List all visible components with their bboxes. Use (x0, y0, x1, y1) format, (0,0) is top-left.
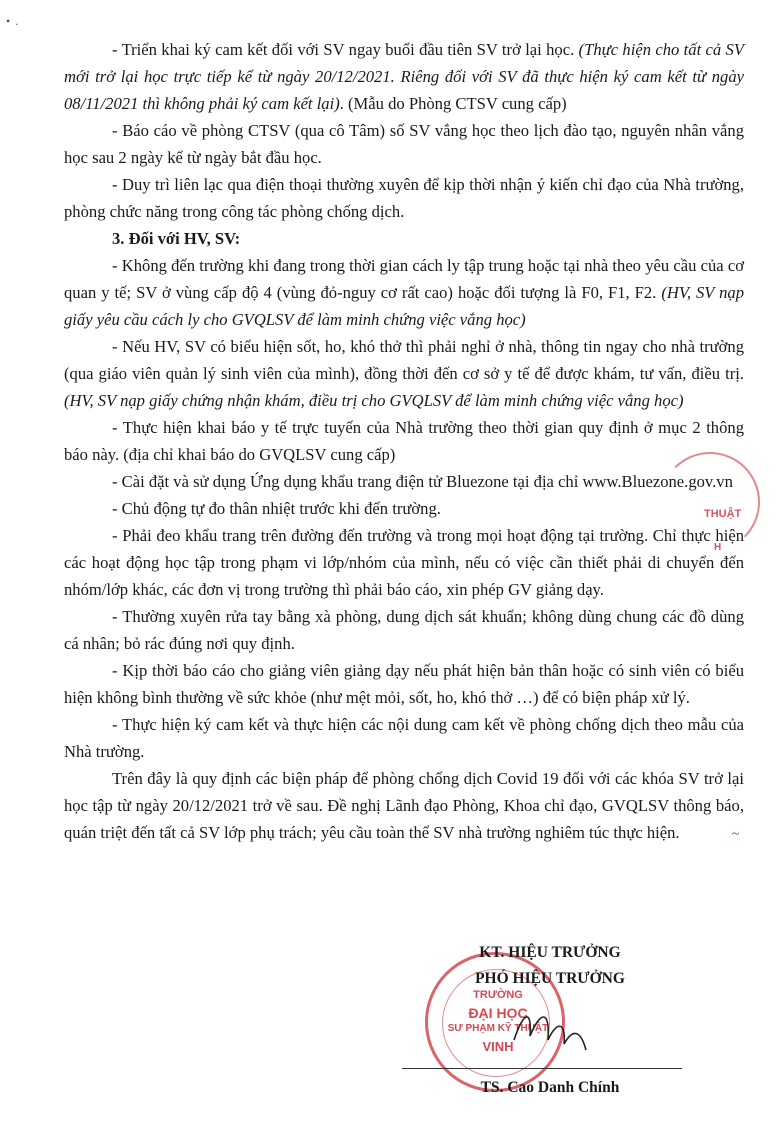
seal-text-line2: ĐẠI HỌC (468, 1005, 528, 1021)
paragraph (64, 522, 744, 603)
corner-mark: • . (6, 14, 20, 28)
side-seal-stamp (700, 452, 760, 562)
paragraph (64, 765, 744, 848)
paragraph-italic-note: (HV, SV nạp giấy chứng nhận khám, điều trị cho GVQLSV để làm minh chứng việc vắng học) (64, 391, 684, 410)
paragraph-text: - Không đến trường khi đang trong thời gian cách ly tập trung hoặc tại nhà theo yêu cầu của cơ quan y tế; SV ở vùng cấp độ 4 (vùng đỏ-nguy cơ rất cao) hoặc đối tượng là F0, F1, F2. (64, 256, 744, 302)
paragraph-text: - Báo cáo về phòng CTSV (qua cô Tâm) số SV vắng học theo lịch đào tạo, nguyên nhân vắng học sau 2 ngày kể từ ngày bắt đầu học. (64, 121, 744, 167)
seal-text-line1: TRƯỜNG (473, 989, 523, 1001)
paragraph-text: - Chủ động tự đo thân nhiệt trước khi đến trường. (112, 499, 441, 518)
paragraph-italic-note: (Thực hiện cho tất cả SV mới trở lại học trực tiếp kể từ ngày 20/12/2021. Riêng đối với SV đã thực hiện ký cam kết từ ngày 08/11/2021 thì không phải ký cam kết lại) (64, 40, 744, 113)
paragraph (64, 657, 744, 711)
signature-title-1: KT. HIỆU TRƯỞNG (479, 944, 621, 961)
side-seal-arc (660, 452, 760, 552)
paragraph-text: - Duy trì liên lạc qua điện thoại thường xuyên để kịp thời nhận ý kiến chỉ đạo của Nhà trường, phòng chức năng trong công tác phòng chống dịch. (64, 175, 744, 221)
paragraph-text: 3. Đối với HV, SV: (112, 229, 241, 248)
paragraph-text: - Triển khai ký cam kết đối với SV ngay buổi đầu tiên SV trở lại học. (112, 40, 579, 59)
paragraph (64, 495, 744, 522)
seal-text-line4: VINH (482, 1039, 514, 1054)
side-seal-text-2: H (714, 542, 722, 553)
initial-mark: ~ (731, 827, 740, 842)
paragraph-text: - Thường xuyên rửa tay bằng xà phòng, dung dịch sát khuẩn; không dùng chung các đồ dùng cá nhân; bỏ rác đúng nơi quy định. (64, 607, 744, 653)
paragraph-text: - Kịp thời báo cáo cho giảng viên giảng dạy nếu phát hiện bản thân hoặc có sinh viên có biểu hiện không bình thường về sức khỏe (như mệt mỏi, sốt, ho, khó thở …) để có biện pháp xử lý. (64, 661, 744, 707)
signature-rule (402, 1068, 682, 1069)
paragraph (64, 603, 744, 657)
paragraph (64, 333, 744, 414)
paragraph (64, 171, 744, 225)
paragraph-text: - Thực hiện ký cam kết và thực hiện các nội dung cam kết về phòng chống dịch theo mẫu của Nhà trường. (64, 715, 744, 761)
paragraph (64, 117, 744, 171)
paragraph-text: - Phải đeo khẩu trang trên đường đến trường và trong mọi hoạt động tại trường. Chỉ thực hiện các hoạt động học tập trong phạm vi lớp/nhóm của mình, nếu có việc cần thiết phải di chuyển đến nhóm/lớp khác, các đơn vị trong trường thì phải báo cáo, xin phép GV giảng dạy. (64, 526, 744, 599)
paragraph-text: - Cài đặt và sử dụng Ứng dụng khẩu trang điện tử Bluezone tại địa chỉ www.Bluezone.gov.vn (112, 472, 733, 491)
section-heading (64, 225, 744, 252)
paragraph-text: Trên đây là quy định các biện pháp để phòng chống dịch Covid 19 đối với các khóa SV trở lại học tập từ ngày 20/12/2021 trở về sau. Đề nghị Lãnh đạo Phòng, Khoa chỉ đạo, GVQLSV thông báo, quán triệt đến tất cả SV lớp phụ trách; yêu cầu toàn thể SV nhà trường nghiêm túc thực hiện. (64, 769, 744, 842)
document-body (64, 36, 744, 848)
side-seal-text: THUẬT (704, 508, 742, 520)
paragraph (64, 711, 744, 765)
signatory-name: TS. Cao Danh Chính (480, 1079, 620, 1096)
paragraph (64, 414, 744, 468)
paragraph (64, 468, 744, 495)
paragraph-text: - Nếu HV, SV có biểu hiện sốt, ho, khó thở thì phải nghỉ ở nhà, thông tin ngay cho nhà trường (qua giáo viên quản lý sinh viên của mình), đồng thời đến cơ sở y tế để được khám, tư vấn, điều trị. (64, 337, 744, 383)
paragraph-italic-note: (HV, SV nạp giấy yêu cầu cách ly cho GVQLSV để làm minh chứng việc vắng học) (64, 283, 744, 329)
paragraph-tail: . (Mẫu do Phòng CTSV cung cấp) (339, 94, 567, 113)
paragraph-text: - Thực hiện khai báo y tế trực tuyến của Nhà trường theo thời gian quy định ở mục 2 thông báo này. (địa chỉ khai báo do GVQLSV cung cấp) (64, 418, 744, 464)
seal-text-line3: SƯ PHẠM KỸ THUẬT (447, 1023, 549, 1034)
paragraph (64, 36, 744, 117)
paragraph (64, 252, 744, 333)
signature-block (400, 944, 700, 1124)
signature-title-2: PHÓ HIỆU TRƯỞNG (475, 970, 625, 987)
